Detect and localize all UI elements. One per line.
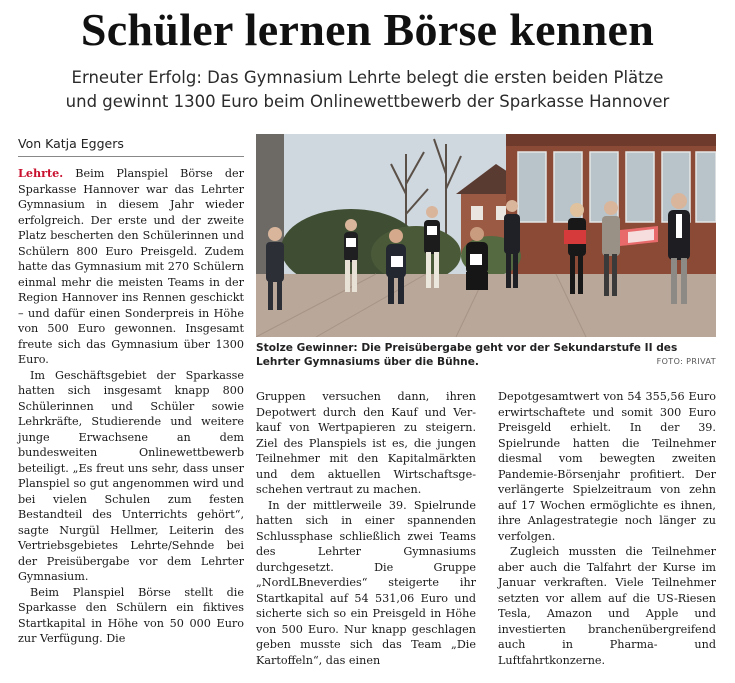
paragraph: Depotgesamtwert von 54 355,56 Euro erwirtschaftete und somit 300 Euro Preisgeld erhielt. In der 39. Spielrunde hatten die Teilnehmer diesmal vom bewegten zweiten Pandemie-Börsenjahr profitiert. Der verlängerte Spielzeitraum von zehn auf 17 Wochen ermöglichte es ihnen, ihre Anlagestrategie noch länger zu verfolgen.: [498, 390, 716, 543]
subheadline-line-2: und gewinnt 1300 Euro beim Onlinewettbewerb der Sparkasse Hannover: [65, 92, 670, 111]
article-column-1: [18, 166, 244, 647]
article-column-2: [256, 389, 476, 668]
byline: Von Katja Eggers: [18, 135, 244, 157]
paragraph: Gruppen versuchen dann, ihren Depotwert durch den Kauf und Verkauf von Wertpapieren zu steigern. Ziel des Planspiels ist es, die jungen Teilnehmer mit den Kapitalmärkten und dem aktuellen Wirtschaftsgeschehen vertraut zu machen.: [256, 390, 476, 496]
subheadline-line-1: Erneuter Erfolg: Das Gymnasium Lehrte belegt die ersten beiden Plätze: [71, 68, 664, 87]
paragraph: Beim Planspiel Börse stellt die Sparkasse den Schülern ein fiktives Startkapital in Höhe von 50 000 Euro zur Verfügung. Die: [18, 585, 244, 645]
photo-credit: FOTO: PRIVAT: [656, 357, 716, 366]
article-subheadline: [0, 66, 735, 114]
paragraph: Im Geschäftsgebiet der Sparkasse hatten sich insgesamt knapp 800 Schülerinnen und Schüler sowie Lehrkräfte, Studierende und weitere junge Erwachsene an dem bundesweiten Onlinewettbewerb beteiligt. „Es freut uns sehr, dass unser Planspiel so gut angenommen wird und bei vielen Schulen zum festen Bestandteil des Unterrichts gehört“, sagte Nurgül Hellmer, Leiterin des Vertriebsgebietes Lehrte/Sehnde bei der Preisübergabe vor dem Lehrter Gymnasium.: [18, 368, 244, 583]
article-column-3: [498, 389, 716, 668]
paragraph: In der mittlerweile 39. Spielrunde hatten sich in einer spannenden Schlussphase schließlich zwei Teams des Lehrter Gymnasiums durchgesetzt. Die Gruppe „NordLBneverdies“ steigerte ihr Startkapital auf 54 531,06 Euro und sicherte sich so ein Preisgeld in Höhe von 500 Euro. Nur knapp geschlagen geben musste sich das Team „Die Kartoffeln“, das einen: [256, 498, 476, 667]
lead-paragraph: [18, 166, 244, 368]
dateline: Lehrte.: [18, 166, 64, 180]
article-headline: Schüler lernen Börse kennen: [80, 4, 655, 55]
group-photo-illustration: [256, 134, 716, 337]
photo-caption: Stolze Gewinner: Die Preisübergabe geht vor der Sekundarstufe II des Lehrter Gymnasiums über die Bühne.: [256, 342, 678, 368]
article-photo: [256, 134, 716, 337]
paragraph: Zugleich mussten die Teilnehmer aber auch die Talfahrt der Kurse im Januar verkraften. Viele Teilnehmer setzten vor allem auf die US-Riesen Tesla, Amazon und Apple und investierten branchenübergreifend auch in Pharma- und Luftfahrtkonzerne.: [498, 545, 716, 667]
lead-paragraph-text: Beim Planspiel Börse der Sparkasse Hannover war das Lehrter Gymnasium in diesem Jahr wieder erfolgreich. Der erste und der zweite Platz bescherten den Schülerinnen und Schülern 800 Euro Preisgeld. Zudem hatte das Gymnasium mit 270 Schülern einmal mehr die meisten Teams in der Region Hannover ins Rennen geschickt – und dafür einen Sonderpreis in Höhe von 500 Euro gewonnen. Insgesamt freute sich das Gymnasium über 1300 Euro.: [18, 167, 244, 366]
